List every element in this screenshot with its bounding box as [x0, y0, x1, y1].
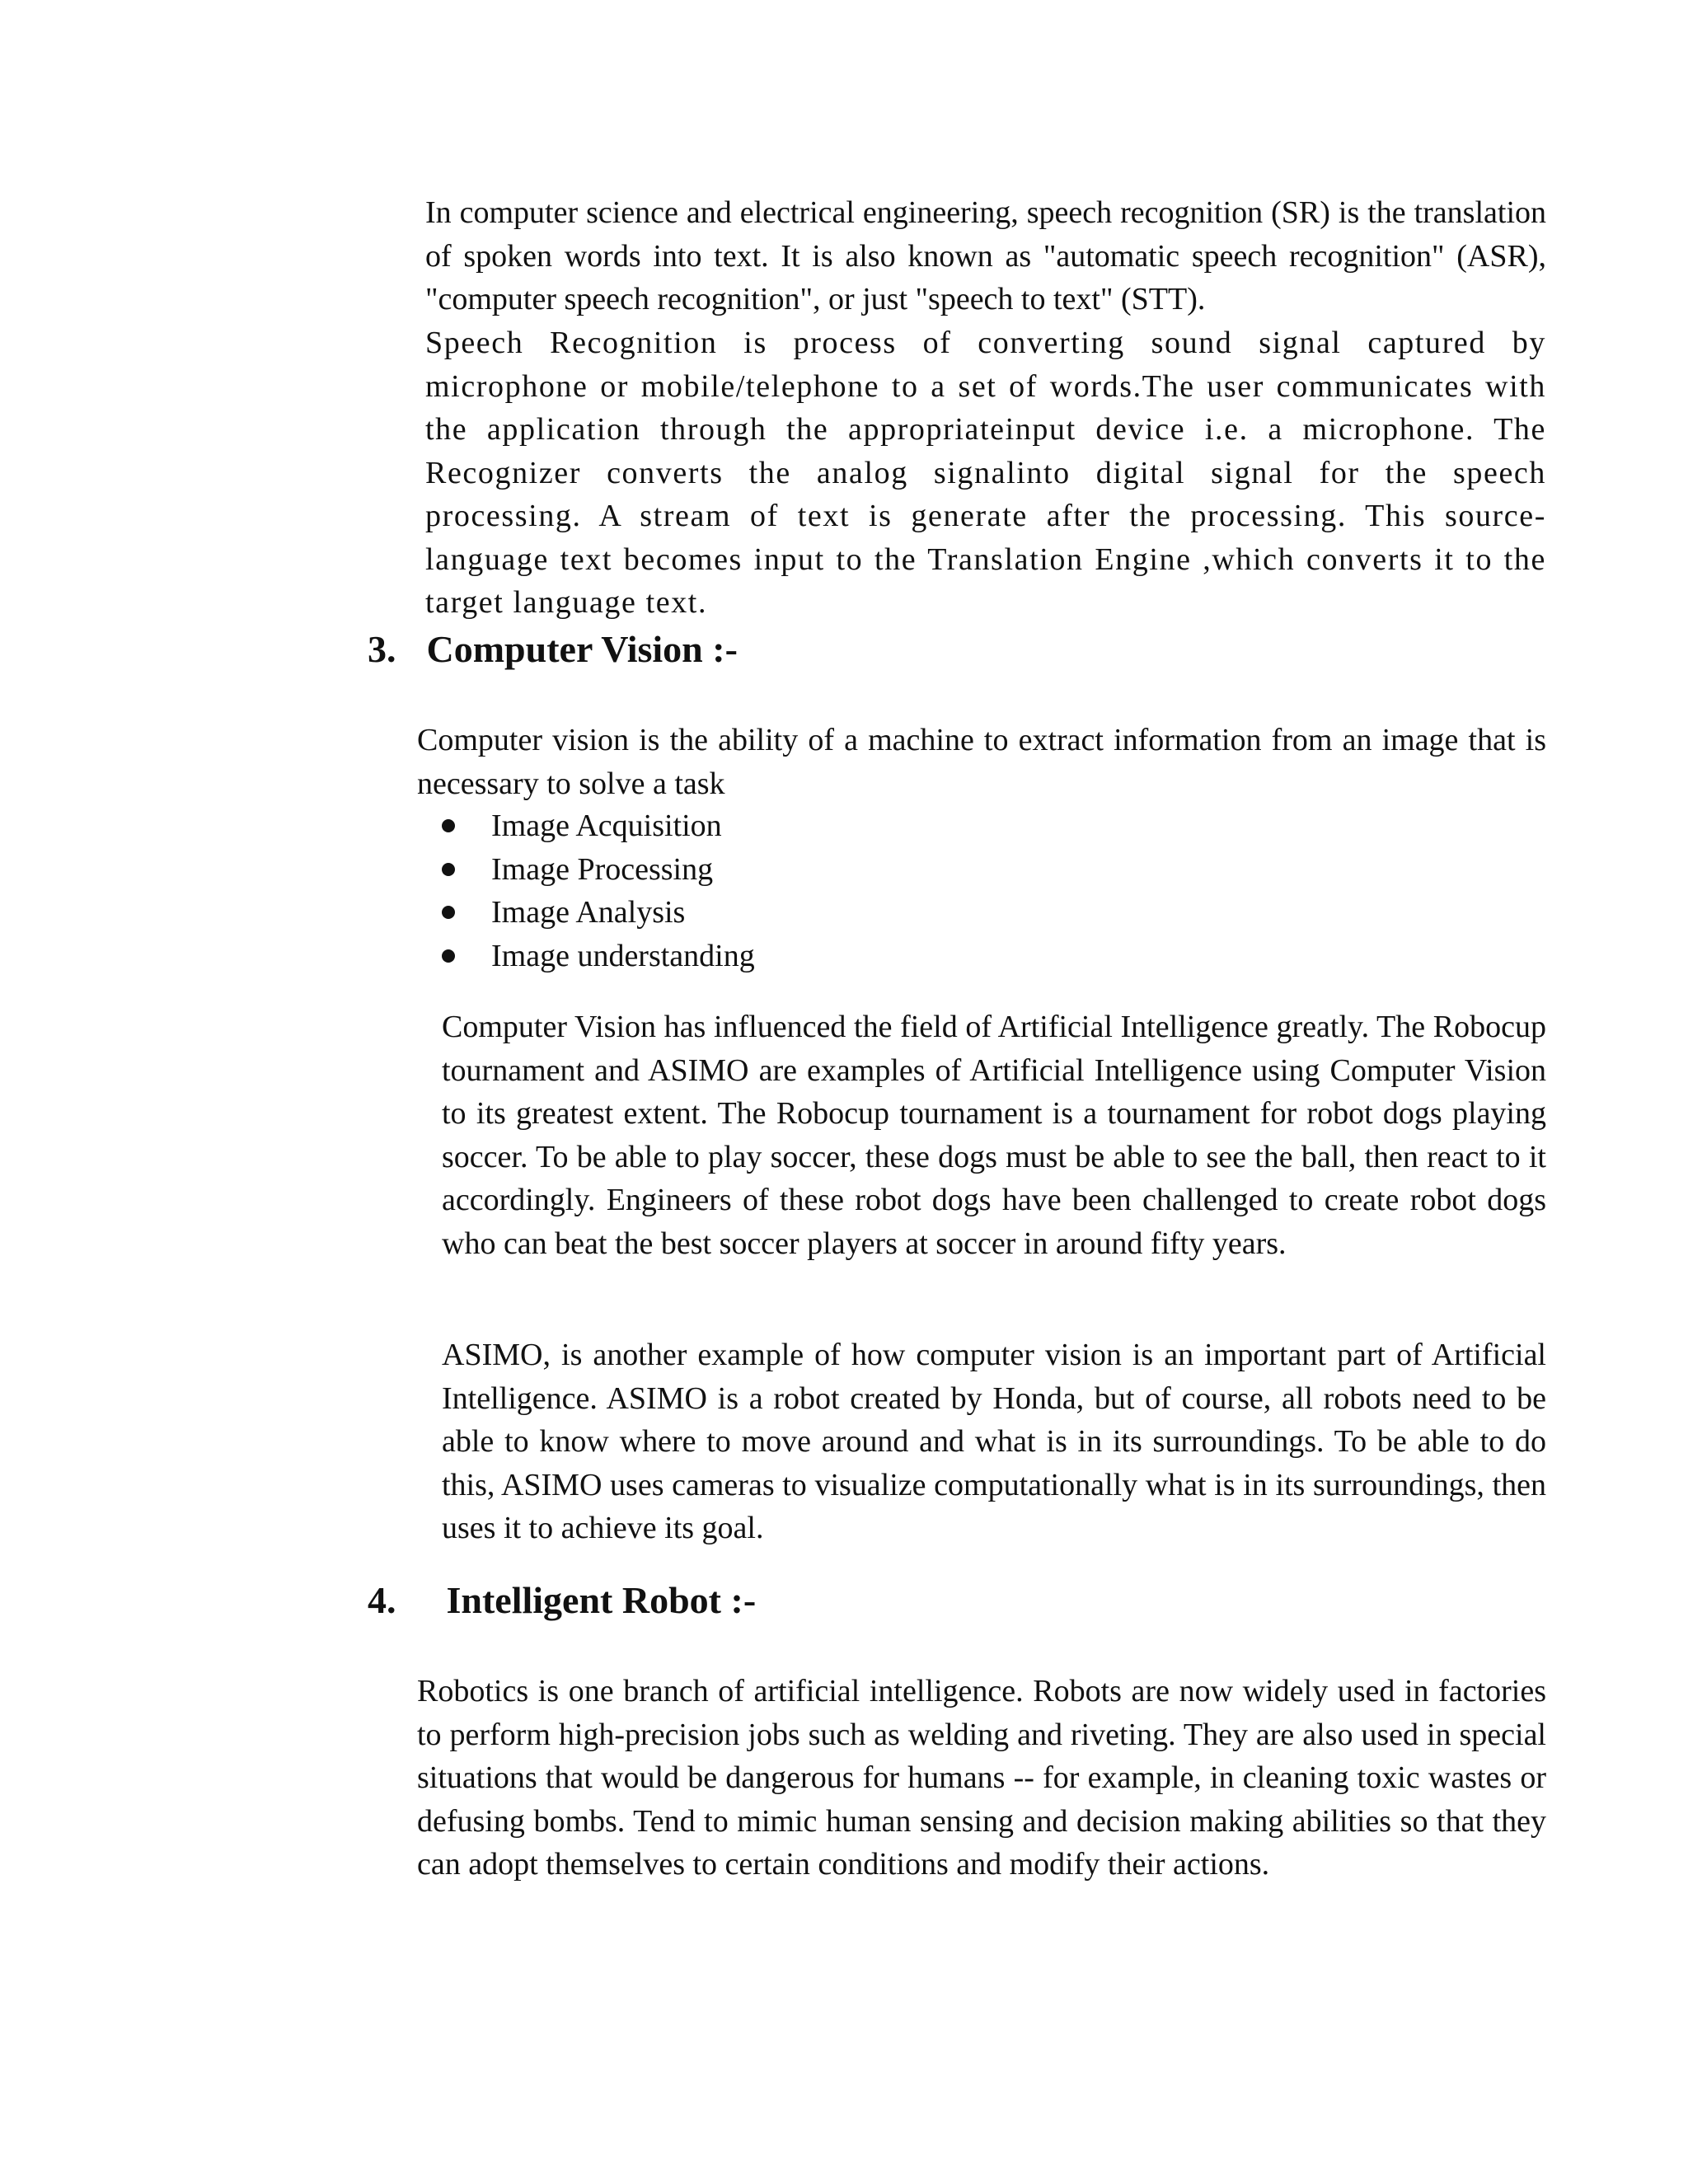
section-3-heading — [368, 626, 738, 673]
section-3-paragraph-2: ASIMO, is another example of how computer vision is an important part of Artificial Intelligence. ASIMO is a robot created by Honda, but of course, all robots need to be able to know where to move around and what is in its surroundings. To be able to do this, ASIMO uses cameras to visualize computationally what is in its surroundings, then uses it to achieve its goal. — [442, 1338, 1546, 1545]
list-item-label: Image understanding — [491, 938, 755, 973]
list-item — [442, 848, 755, 892]
section-4-paragraph-1: Robotics is one branch of artificial intelligence. Robots are now widely used in factories to perform high-precision jobs such as welding and riveting. They are also used in special situations that would be dangerous for humans -- for example, in cleaning toxic wastes or defusing bombs. Tend to mimic human sensing and decision making abilities so that they can adopt themselves to certain conditions and modify their actions. — [417, 1674, 1546, 1882]
section-4-title: Intelligent Robot :- — [446, 1579, 757, 1621]
list-item-label: Image Acquisition — [491, 808, 722, 843]
intro-paragraph-2: Speech Recognition is process of converting sound signal captured by microphone or mobile/telephone to a set of words.The user communicates with the application through the appropriateinput device i.e. a microphone. The Recognizer converts the analog signalinto digital signal for the speech processing. A stream of text is generate after the processing. This source-language text becomes input to the Translation Engine ,which converts it to the target language text. — [425, 326, 1546, 620]
bullet-icon — [442, 819, 455, 832]
bullet-icon — [442, 906, 455, 919]
bullet-icon — [442, 949, 455, 963]
section-3-bullet-list — [442, 804, 755, 977]
section-3-title: Computer Vision :- — [426, 628, 738, 670]
section-4-heading — [368, 1577, 756, 1624]
intro-paragraph-1: In computer science and electrical engineering, speech recognition (SR) is the translation of spoken words into text. It is also known as "automatic speech recognition" (ASR), "computer speech recognition", or just "speech to text" (STT). — [425, 195, 1546, 316]
section-4-number: 4. — [368, 1579, 396, 1621]
list-item — [442, 891, 755, 935]
section-3-number: 3. — [368, 628, 396, 670]
list-item — [442, 935, 755, 978]
bullet-icon — [442, 863, 455, 876]
section-3-paragraph-1: Computer Vision has influenced the field of Artificial Intelligence greatly. The Robocup tournament and ASIMO are examples of Artificial Intelligence using Computer Vision to its greatest extent. The Robocup tournament is a tournament for robot dogs playing soccer. To be able to play soccer, these dogs must be able to see the ball, then react to it accordingly. Engineers of these robot dogs have been challenged to create robot dogs who can beat the best soccer players at soccer in around fifty years. — [442, 1010, 1546, 1261]
list-item-label: Image Analysis — [491, 895, 686, 930]
list-item-label: Image Processing — [491, 851, 714, 887]
list-item — [442, 804, 755, 848]
section-3-lead: Computer vision is the ability of a machine to extract information from an image that is necessary to solve a task — [417, 723, 1546, 801]
